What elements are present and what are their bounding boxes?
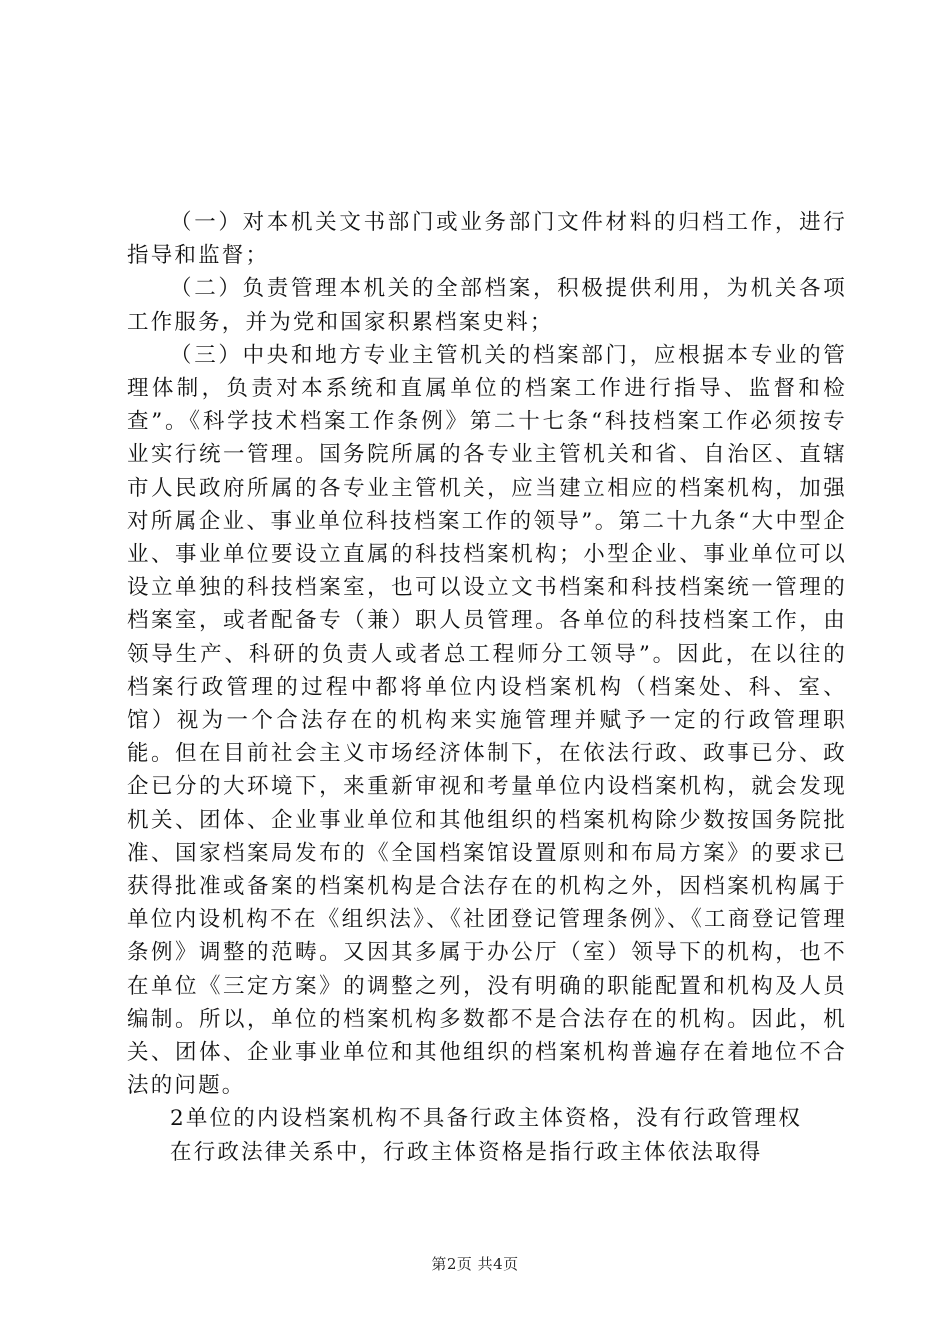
paragraph-1: （一）对本机关文书部门或业务部门文件材料的归档工作，进行指导和监督； bbox=[127, 210, 847, 269]
paragraph-2: （二）负责管理本机关的全部档案，积极提供利用，为机关各项工作服务，并为党和国家积累档案史料； bbox=[127, 276, 847, 335]
section-heading-2: 2单位的内设档案机构不具备行政主体资格，没有行政管理权 bbox=[170, 1106, 803, 1132]
paragraph-3: （三）中央和地方专业主管机关的档案部门，应根据本专业的管理体制，负责对本系统和直属单位的档案工作进行指导、监督和检查”。《科学技术档案工作条例》第二十七条“科技档案工作必须按专业实行统一管理。国务院所属的各专业主管机关和省、自治区、直辖市人民政府所属的各专业主管机关，应当建立相应的档案机构，加强对所属企业、事业单位科技档案工作的领导”。第二十九条“大中型企业、事业单位要设立直属的科技档案机构；小型企业、事业单位可以设立单独的科技档案室，也可以设立文书档案和科技档案统一管理的档案室，或者配备专（兼）职人员管理。各单位的科技档案工作，由领导生产、科研的负责人或者总工程师分工领导”。因此，在以往的档案行政管理的过程中都将单位内设档案机构（档案处、科、室、馆）视为一个合法存在的机构来实施管理并赋予一定的行政管理职能。但在目前社会主义市场经济体制下，在依法行政、政事已分、政企已分的大环境下，来重新审视和考量单位内设档案机构，就会发现机关、团体、企业事业单位和其他组织的档案机构除少数按国务院批准、国家档案局发布的《全国档案馆设置原则和布局方案》的要求已获得批准或备案的档案机构是合法存在的机构之外，因档案机构属于单位内设机构不在《组织法》、《社团登记管理条例》、《工商登记管理条例》调整的范畴。又因其多属于办公厅（室）领导下的机构，也不在单位《三定方案》的调整之列，没有明确的职能配置和机构及人员编制。所以，单位的档案机构多数都不是合法存在的机构。因此，机关、团体、企业事业单位和其他组织的档案机构普遍存在着地位不合法的问题。 bbox=[127, 342, 847, 1099]
paragraph-4: 在行政法律关系中，行政主体资格是指行政主体依法取得 bbox=[170, 1139, 763, 1165]
page-footer: 第2页 共4页 bbox=[431, 1255, 519, 1273]
document-body bbox=[127, 206, 847, 1169]
